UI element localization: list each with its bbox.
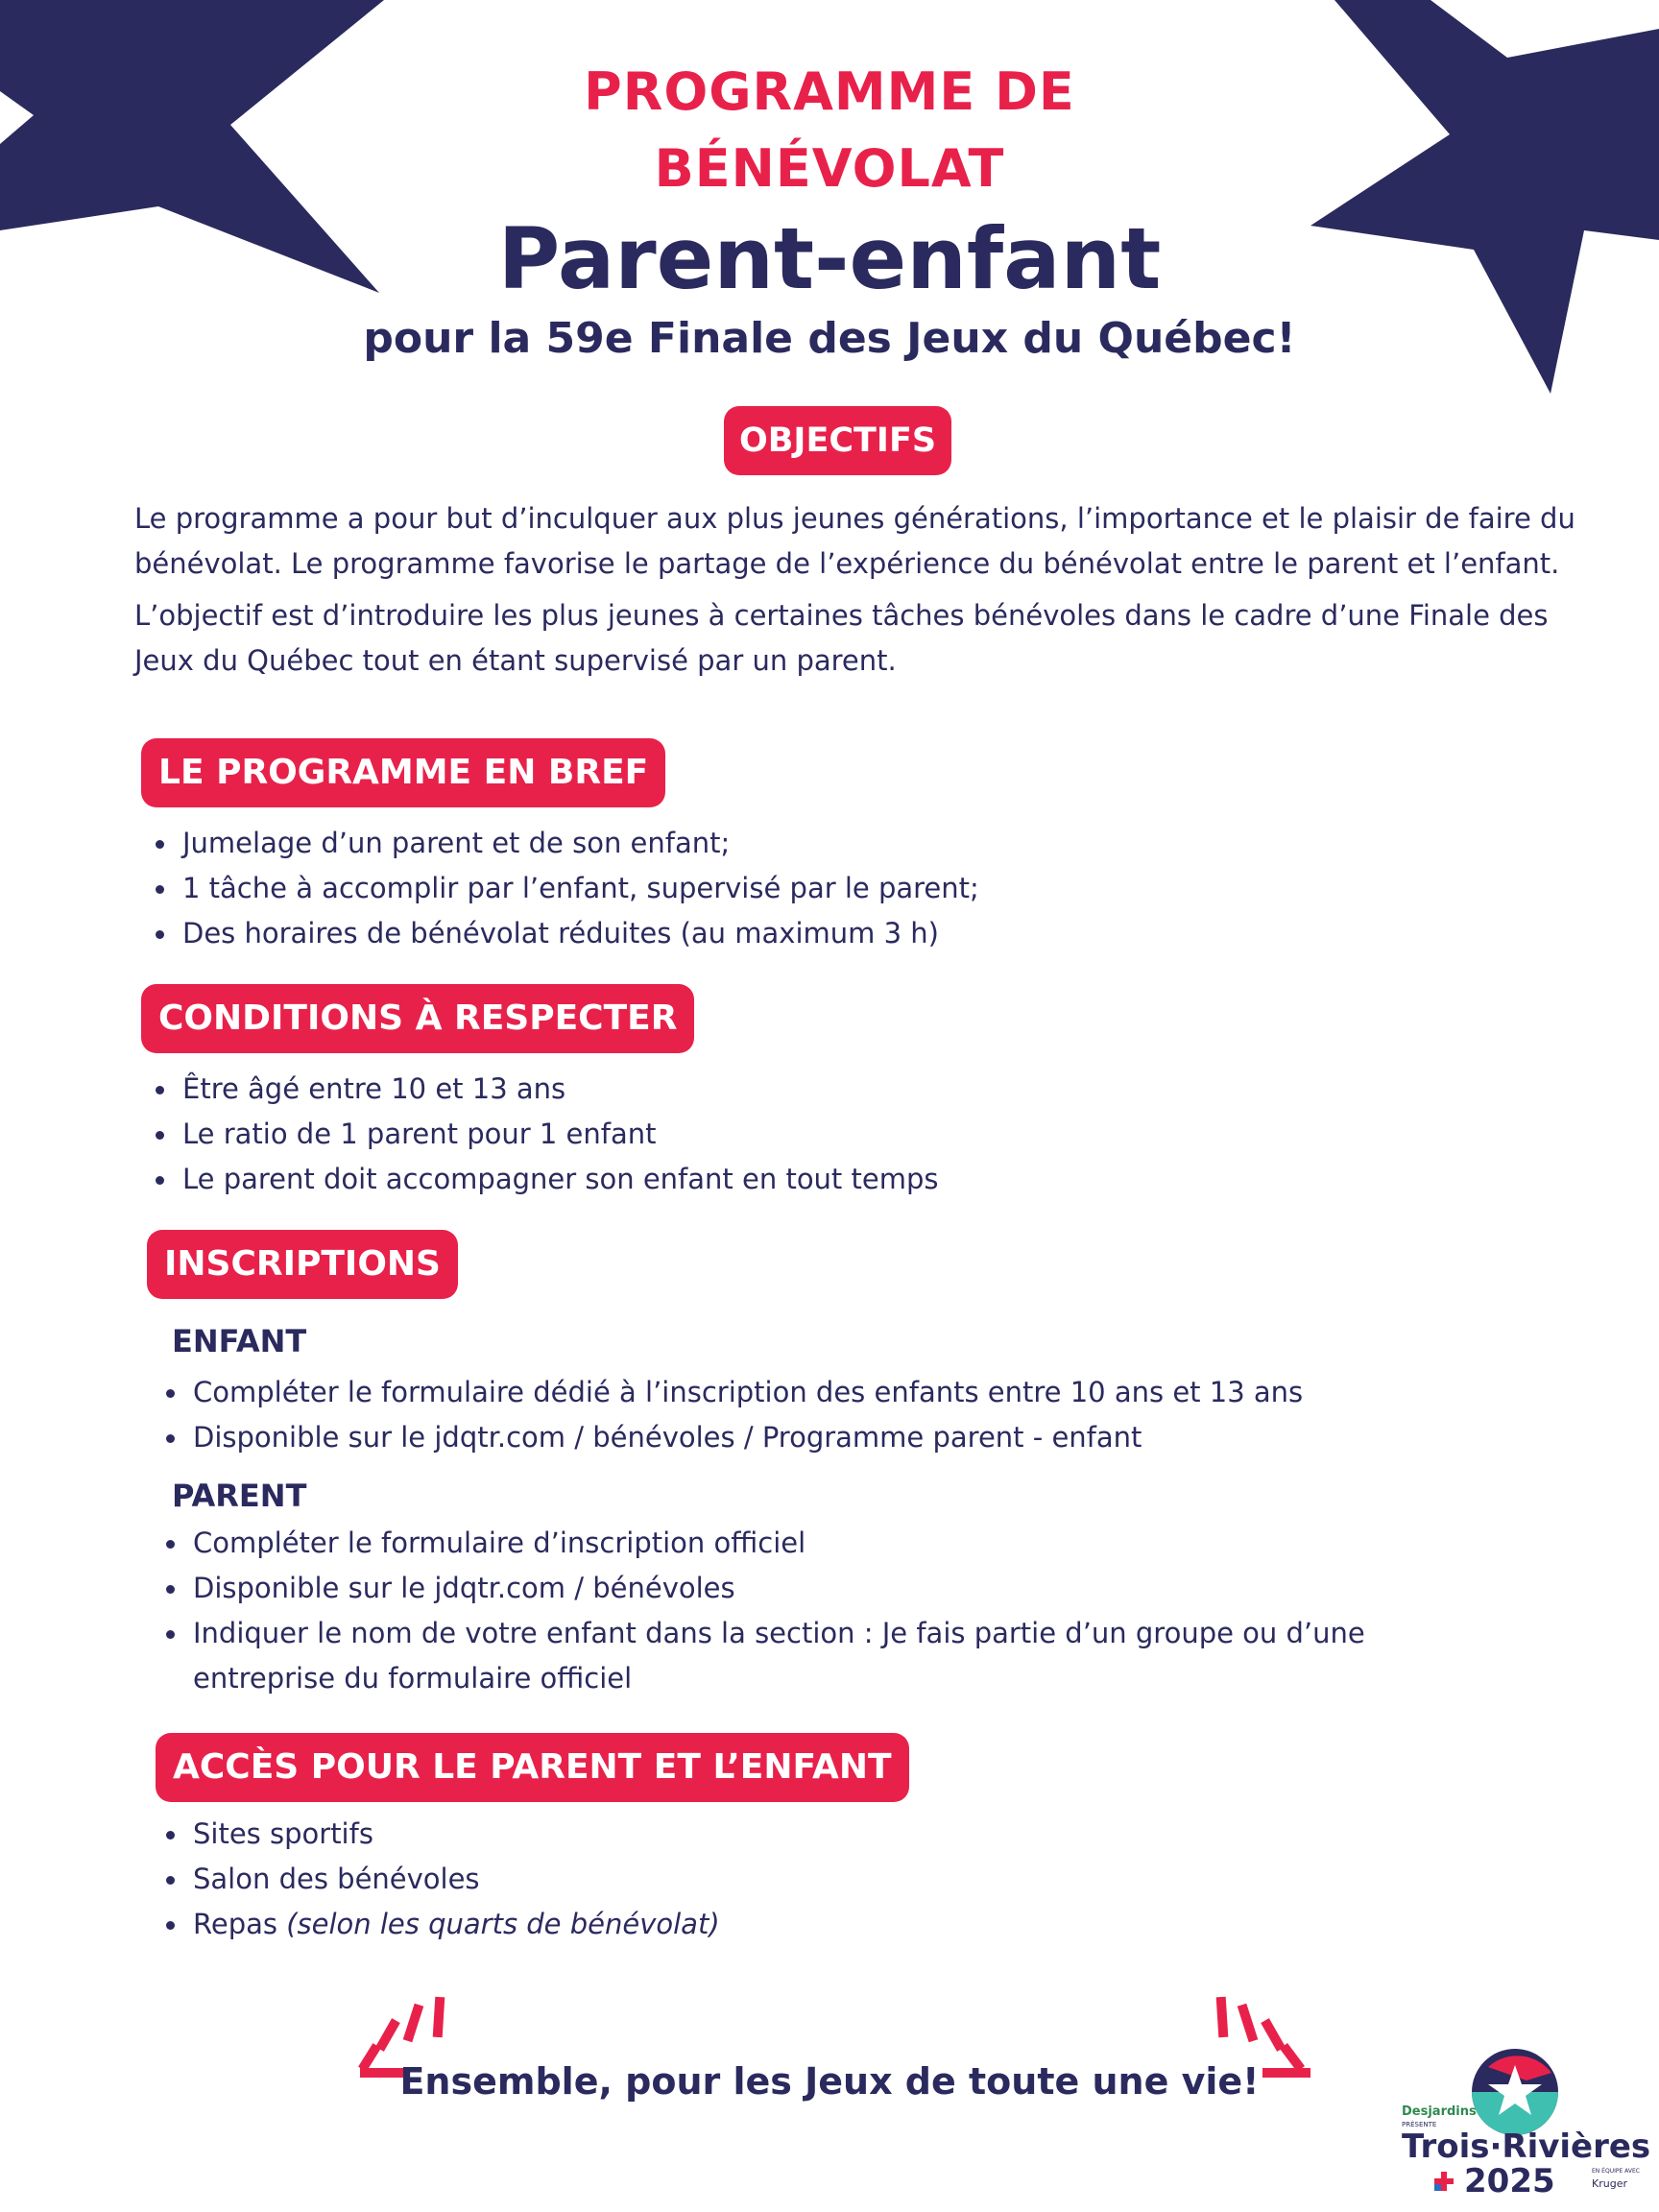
bullet-icon <box>156 930 164 939</box>
list-item: Salon des bénévoles <box>145 1857 720 1902</box>
header-line-1: PROGRAMME DE <box>584 61 1075 122</box>
list-item: Jumelage d’un parent et de son enfant; <box>134 821 979 866</box>
list-item: Disponible sur le jdqtr.com / bénévoles / Programme parent - enfant <box>145 1415 1303 1460</box>
bullet-icon <box>156 1086 164 1094</box>
logo-city: Trois·Rivières <box>1402 2128 1651 2166</box>
bullet-icon <box>156 840 164 849</box>
bullet-icon <box>166 1831 175 1839</box>
partner-name: Kruger <box>1592 2177 1627 2190</box>
event-logo <box>1392 2040 1651 2208</box>
enfant-heading: ENFANT <box>172 1323 307 1359</box>
list-item: Sites sportifs <box>145 1812 720 1857</box>
parent-list <box>145 1521 1422 1701</box>
sponsor-presents: PRÉSENTE <box>1402 2121 1437 2128</box>
page-subtitle: pour la 59e Finale des Jeux du Québec! <box>363 314 1296 363</box>
enfant-list <box>145 1370 1303 1460</box>
partner-prefix: EN ÉQUIPE AVEC <box>1592 2168 1640 2175</box>
section-label-acces: ACCÈS POUR LE PARENT ET L’ENFANT <box>156 1733 909 1802</box>
list-item: Compléter le formulaire d’inscription officiel <box>145 1521 1422 1566</box>
logo-year: 2025 <box>1464 2162 1555 2200</box>
list-item: Des horaires de bénévolat réduites (au maximum 3 h) <box>134 911 979 956</box>
bullet-icon <box>156 1176 164 1185</box>
bullet-icon <box>166 1921 175 1930</box>
bullet-icon <box>156 885 164 894</box>
conditions-list <box>134 1067 939 1202</box>
bullet-icon <box>166 1389 175 1398</box>
bullet-icon <box>166 1630 175 1639</box>
list-item: Être âgé entre 10 et 13 ans <box>134 1067 939 1112</box>
section-label-conditions: CONDITIONS À RESPECTER <box>141 984 694 1053</box>
section-label-bref: LE PROGRAMME EN BREF <box>141 738 665 807</box>
acces-list <box>145 1812 720 1947</box>
section-label-objectifs: OBJECTIFS <box>724 406 951 475</box>
list-item: 1 tâche à accomplir par l’enfant, supervisé par le parent; <box>134 866 979 911</box>
objectifs-paragraph-1: Le programme a pour but d’inculquer aux plus jeunes générations, l’importance et le plaisir de faire du bénévolat. Le programme favorise le partage de l’expérience du bénévolat entre le parent et l’enfant. <box>134 502 1575 580</box>
bref-list <box>134 821 979 956</box>
star-icon <box>1469 2046 1561 2138</box>
cross-icon <box>1432 2170 1455 2193</box>
page-title: Parent-enfant <box>497 209 1162 308</box>
bullet-icon <box>166 1876 175 1885</box>
section-label-inscriptions: INSCRIPTIONS <box>147 1230 458 1299</box>
sponsor-name: Desjardins <box>1402 2104 1477 2119</box>
bullet-icon <box>156 1131 164 1140</box>
bullet-icon <box>166 1434 175 1443</box>
header-line-2: BÉNÉVOLAT <box>654 138 1005 199</box>
footer-tagline: Ensemble, pour les Jeux de toute une vie! <box>399 2060 1260 2103</box>
list-item: Indiquer le nom de votre enfant dans la section : Je fais partie d’un groupe ou d’une entreprise du formulaire officiel <box>145 1611 1422 1701</box>
objectifs-paragraph-2: L’objectif est d’introduire les plus jeunes à certaines tâches bénévoles dans le cadre d’une Finale des Jeux du Québec tout en étant supervisé par un parent. <box>134 599 1549 677</box>
bullet-icon <box>166 1540 175 1549</box>
list-item: Compléter le formulaire dédié à l’inscription des enfants entre 10 ans et 13 ans <box>145 1370 1303 1415</box>
list-item: Repas (selon les quarts de bénévolat) <box>145 1902 720 1947</box>
list-item: Le ratio de 1 parent pour 1 enfant <box>134 1112 939 1157</box>
list-item: Le parent doit accompagner son enfant en tout temps <box>134 1157 939 1202</box>
parent-heading: PARENT <box>172 1478 307 1514</box>
list-item: Disponible sur le jdqtr.com / bénévoles <box>145 1566 1422 1611</box>
bullet-icon <box>166 1585 175 1594</box>
